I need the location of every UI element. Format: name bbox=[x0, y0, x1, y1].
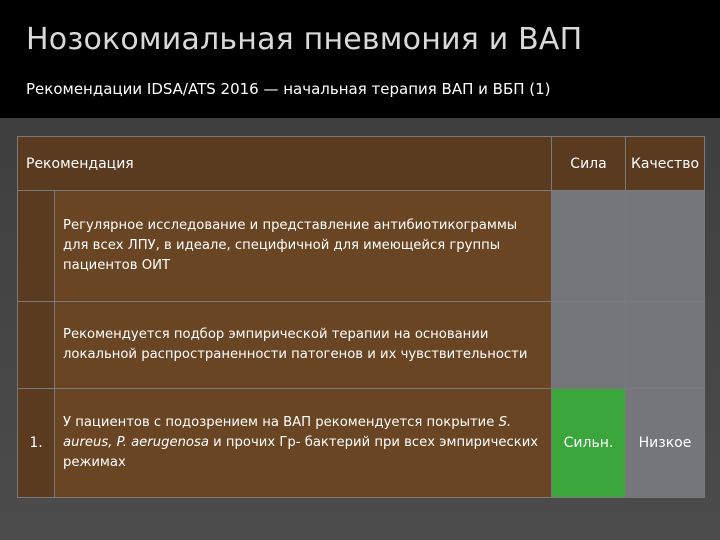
row-text bbox=[55, 389, 552, 498]
row-text-start: У пациентов с подозрением на ВАП рекомендуется покрытие bbox=[63, 415, 499, 430]
table-row bbox=[18, 191, 705, 302]
row-strength bbox=[552, 191, 626, 302]
row-quality: Низкое bbox=[626, 389, 705, 498]
row-number: 1. bbox=[18, 389, 55, 498]
slide-title: Нозокомиальная пневмония и ВАП bbox=[26, 22, 583, 57]
row-text-end: и прочих Гр- бактерий при всех эмпирических режимах bbox=[63, 435, 539, 470]
header-quality: Качество bbox=[626, 137, 705, 191]
table-row bbox=[18, 302, 705, 389]
row-text: Регулярное исследование и представление антибиотикограммы для всех ЛПУ, в идеале, специфичной для имеющейся группы пациентов ОИТ bbox=[55, 191, 552, 302]
header-strength: Сила bbox=[552, 137, 626, 191]
row-strength: Сильн. bbox=[552, 389, 626, 498]
recommendations-table bbox=[17, 136, 705, 498]
row-text-pathogens: S. aureus, P. aerugenosa bbox=[63, 415, 512, 450]
table-row bbox=[18, 389, 705, 498]
row-strength bbox=[552, 302, 626, 389]
slide-header bbox=[0, 0, 720, 118]
row-text: Рекомендуется подбор эмпирической терапии на основании локальной распространенности патогенов и их чувствительности bbox=[55, 302, 552, 389]
row-number bbox=[18, 191, 55, 302]
table-header-row bbox=[18, 137, 705, 191]
row-quality bbox=[626, 191, 705, 302]
slide-subtitle: Рекомендации IDSA/ATS 2016 — начальная терапия ВАП и ВБП (1) bbox=[26, 80, 551, 98]
header-recommendation: Рекомендация bbox=[18, 137, 552, 191]
row-quality bbox=[626, 302, 705, 389]
row-number bbox=[18, 302, 55, 389]
